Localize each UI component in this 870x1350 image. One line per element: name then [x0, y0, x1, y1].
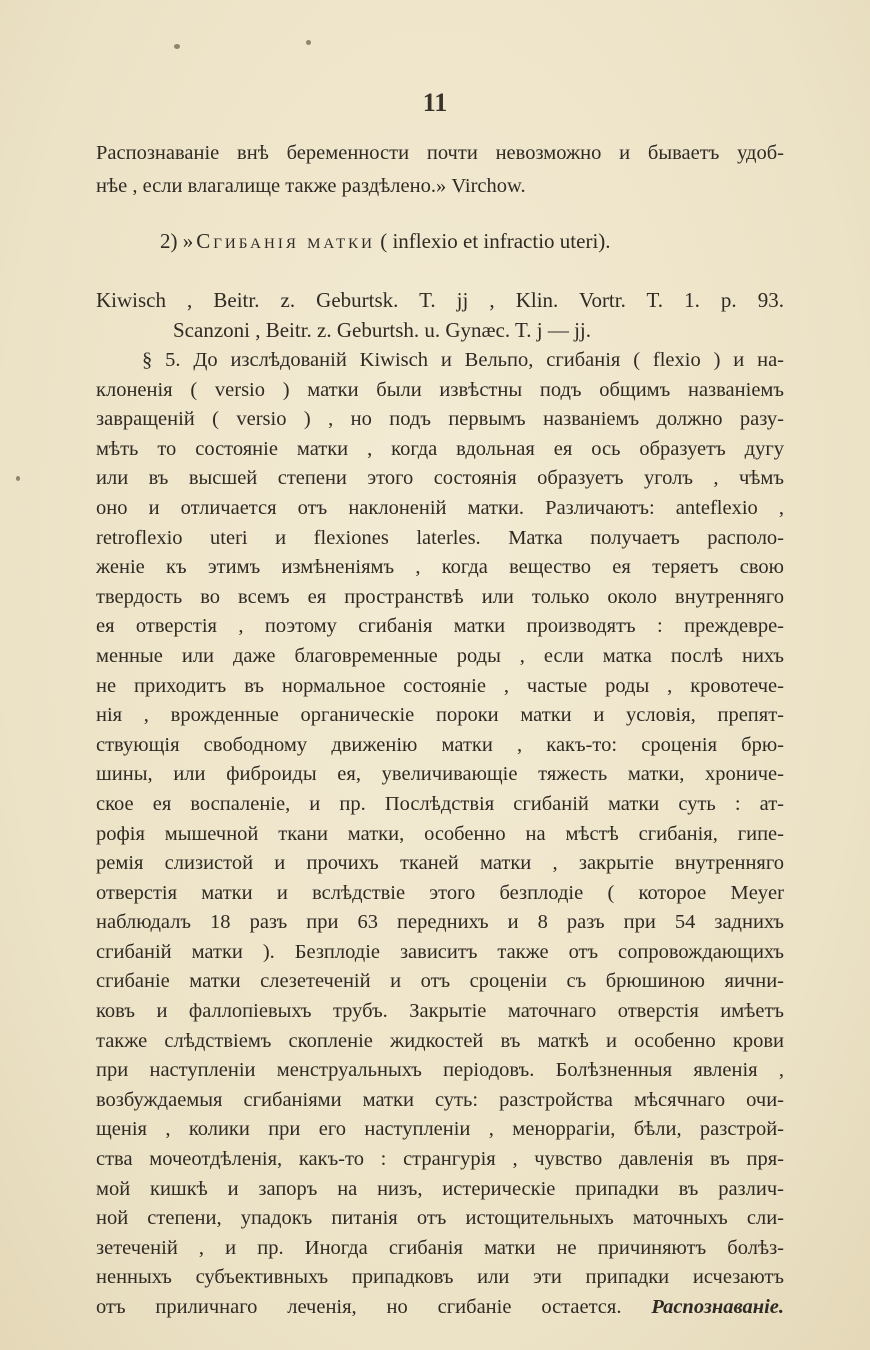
- text-line: также слѣдствіемъ скопленіе жидкостей въ маткѣ и особенно крови: [96, 1029, 784, 1052]
- text-line: не приходитъ въ нормальное состояніе , частые роды , кровотече-: [96, 674, 784, 697]
- text-line: нія , врожденные органическіе пороки матки и условія, препят-: [96, 704, 784, 727]
- text-line: щенія , колики при его наступленіи , меноррагіи, бѣли, разстрой-: [96, 1118, 784, 1141]
- text-line: женіе къ этимъ измѣненіямъ , когда вещество ея теряетъ свою: [96, 556, 784, 579]
- text-line: завращеній ( versio ) , но подъ первымъ названіемъ должно разу-: [96, 408, 784, 431]
- text-line-final: [96, 1293, 784, 1323]
- section-number: 2): [160, 229, 178, 253]
- text-line: отверстія матки и вслѣдствіе этого безплодіе ( которое Meyer: [96, 881, 784, 904]
- section-heading: [160, 229, 611, 254]
- page-number: 11: [422, 88, 448, 117]
- text-line: ной степени, упадокъ питанія отъ истощительныхъ маточныхъ сли-: [96, 1207, 784, 1230]
- main-paragraph: [96, 346, 784, 1323]
- text-line: мой кишкѣ и запоръ на низъ, истерическіе припадки въ различ-: [96, 1177, 784, 1200]
- text-line: § 5. До изслѣдованій Kiwisch и Вельпо, сгибанія ( flexio ) и на-: [142, 349, 784, 371]
- text-line: ское ея воспаленіе, и пр. Послѣдствія сгибаній матки суть : ат-: [96, 792, 784, 815]
- text-line: оно и отличается отъ наклоненій матки. Различаютъ: anteflexio ,: [96, 496, 784, 519]
- text-line: ремія слизистой и прочихъ тканей матки , закрытіе внутренняго: [96, 852, 784, 875]
- text-line: ствующія свободному движенію матки , какъ-то: сроценія брю-: [96, 733, 784, 756]
- ink-speck: [306, 40, 311, 45]
- section-latin-title: ( inflexio et infractio uteri).: [380, 229, 611, 253]
- text-line: ея отверстія , поэтому сгибанія матки производятъ : преждевре-: [96, 615, 784, 638]
- references: [96, 285, 784, 345]
- text-line: шины, или фиброиды ея, увеличивающіе тяжесть матки, хрониче-: [96, 763, 784, 786]
- text-line: менные или даже благовременные роды , если матка послѣ нихъ: [96, 644, 784, 667]
- text-line: твердость во всемъ ея пространствѣ или только около внутренняго: [96, 585, 784, 608]
- text-line: ковъ и фаллопіевыхъ трубъ. Закрытіе маточнаго отверстія имѣетъ: [96, 1000, 784, 1023]
- intro-paragraph: [96, 137, 784, 203]
- text-line: сгибаній матки ). Безплодіе зависитъ также отъ сопровождающихъ: [96, 940, 784, 963]
- reference-line: Scanzoni , Beitr. z. Geburtsh. u. Gynæc. T. j — jj.: [173, 318, 592, 342]
- ink-speck: [16, 476, 20, 481]
- text-line: рофія мышечной ткани матки, особенно на мѣстѣ сгибанія, гипе-: [96, 822, 784, 845]
- text-line: Распознаваніе внѣ беременности почти невозможно и бываетъ удоб-: [96, 142, 784, 164]
- text-line: ства мочеотдѣленія, какъ-то : странгурія , чувство давленія въ пря-: [96, 1148, 784, 1171]
- italic-heading-word: Распознаваніе.: [651, 1296, 784, 1318]
- text-line: сгибаніе матки слезетеченій и отъ сроценіи съ брюшиною яични-: [96, 970, 784, 993]
- text-line: зетеченій , и пр. Иногда сгибанія матки не причиняютъ болѣз-: [96, 1236, 784, 1259]
- reference-line: Kiwisch , Beitr. z. Geburtsk. T. jj , Klin. Vortr. T. 1. p. 93.: [96, 288, 784, 312]
- text-line: нѣе , если влагалище также раздѣлено.» Virchow.: [96, 175, 526, 197]
- text-line: клоненія ( versio ) матки были извѣстны подъ общимъ названіемъ: [96, 378, 784, 401]
- text-line: ненныхъ субъективныхъ припадковъ или эти припадки исчезаютъ: [96, 1266, 784, 1289]
- ink-speck: [174, 44, 180, 49]
- section-title-text: »Сгибанія матки: [182, 229, 375, 253]
- text-line: наблюдалъ 18 разъ при 63 переднихъ и 8 разъ при 54 заднихъ: [96, 911, 784, 934]
- text-line: при наступленіи менструальныхъ періодовъ. Болѣзненныя явленія ,: [96, 1059, 784, 1082]
- text-line: retroflexio uteri и flexiones laterles. Матка получаетъ располо-: [96, 526, 784, 549]
- text-line-segment: отъ приличнаго леченія, но сгибаніе остается.: [96, 1296, 622, 1318]
- text-line: или въ высшей степени этого состоянія образуетъ уголъ , чѣмъ: [96, 467, 784, 490]
- text-line: возбуждаемыя сгибаніями матки суть: разстройства мѣсячнаго очи-: [96, 1088, 784, 1111]
- text-line: мѣть то состояніе матки , когда вдольная ея ось образуетъ дугу: [96, 437, 784, 460]
